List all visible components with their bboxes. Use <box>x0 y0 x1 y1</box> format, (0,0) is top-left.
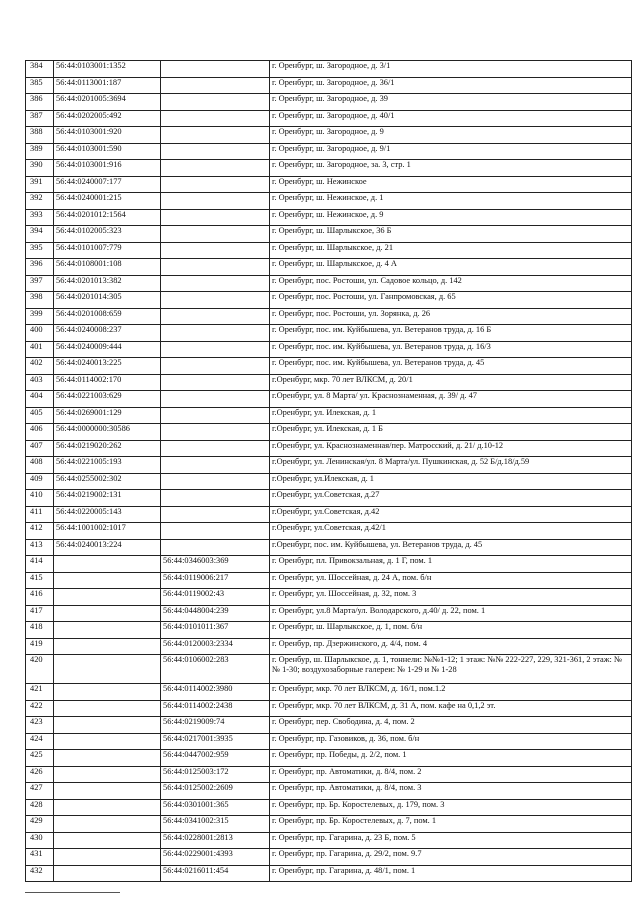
row-number-cell: 385 <box>26 77 54 94</box>
premises-cadastral-number-cell <box>161 424 270 441</box>
cadastral-number-cell: 56:44:0220005:143 <box>54 506 161 523</box>
cadastral-number-cell <box>54 572 161 589</box>
row-number-cell: 424 <box>26 733 54 750</box>
table-row <box>26 572 632 589</box>
table-row <box>26 655 632 684</box>
address-cell: г. Оренбург, пр. Газовиков, д. 36, пом. б/н <box>270 733 632 750</box>
address-cell: г. Оренбург, пр. Бр. Коростелевых, д. 7, пом. 1 <box>270 816 632 833</box>
table-row <box>26 193 632 210</box>
table-row <box>26 490 632 507</box>
cadastral-number-cell: 56:44:0202005:492 <box>54 110 161 127</box>
address-cell: г. Оренбург, пос. Ростоши, ул. Садовое кольцо, д. 142 <box>270 275 632 292</box>
address-cell: г. Оренбург, ш. Загородное, д. 3/1 <box>270 61 632 78</box>
cadastral-number-cell: 56:44:0114002:170 <box>54 374 161 391</box>
cadastral-number-cell <box>54 799 161 816</box>
premises-cadastral-number-cell <box>161 539 270 556</box>
premises-cadastral-number-cell <box>161 275 270 292</box>
address-cell: г. Оренбург, пр. Бр. Коростелевых, д. 179, пом. 3 <box>270 799 632 816</box>
table-row <box>26 457 632 474</box>
address-cell: г. Оренбург, ш. Нежинское <box>270 176 632 193</box>
premises-cadastral-number-cell: 56:44:0125003:172 <box>161 766 270 783</box>
address-cell: г.Оренбург, ул. Краснознаменная/пер. Матросский, д. 21/ д.10-12 <box>270 440 632 457</box>
premises-cadastral-number-cell <box>161 160 270 177</box>
table-row <box>26 622 632 639</box>
table-row <box>26 127 632 144</box>
address-cell: г. Оренбург, ш. Нежинское, д. 1 <box>270 193 632 210</box>
row-number-cell: 392 <box>26 193 54 210</box>
address-cell: г. Оренбург, пр. Гагарина, д. 29/2, пом. 9.7 <box>270 849 632 866</box>
row-number-cell: 403 <box>26 374 54 391</box>
premises-cadastral-number-cell: 56:44:0219009:74 <box>161 717 270 734</box>
row-number-cell: 390 <box>26 160 54 177</box>
row-number-cell: 404 <box>26 391 54 408</box>
premises-cadastral-number-cell: 56:44:0448004:239 <box>161 605 270 622</box>
row-number-cell: 431 <box>26 849 54 866</box>
table-row <box>26 77 632 94</box>
premises-cadastral-number-cell <box>161 127 270 144</box>
row-number-cell: 425 <box>26 750 54 767</box>
table-row <box>26 849 632 866</box>
premises-cadastral-number-cell <box>161 473 270 490</box>
cadastral-number-cell <box>54 589 161 606</box>
address-cell: г.Оренбург, ул. 8 Марта/ ул. Краснознаменная, д. 39/ д. 47 <box>270 391 632 408</box>
address-cell: г.Оренбург, мкр. 70 лет ВЛКСМ, д. 20/1 <box>270 374 632 391</box>
premises-cadastral-number-cell <box>161 292 270 309</box>
cadastral-number-cell <box>54 865 161 882</box>
row-number-cell: 395 <box>26 242 54 259</box>
row-number-cell: 421 <box>26 684 54 701</box>
premises-cadastral-number-cell: 56:44:0216011:454 <box>161 865 270 882</box>
cadastral-number-cell: 56:44:0201005:3694 <box>54 94 161 111</box>
row-number-cell: 399 <box>26 308 54 325</box>
table-row <box>26 226 632 243</box>
row-number-cell: 396 <box>26 259 54 276</box>
address-cell: г. Оренбург, пер. Свободина, д. 4, пом. 2 <box>270 717 632 734</box>
table-row <box>26 160 632 177</box>
cadastral-number-cell <box>54 556 161 573</box>
table-row <box>26 605 632 622</box>
row-number-cell: 400 <box>26 325 54 342</box>
row-number-cell: 430 <box>26 832 54 849</box>
premises-cadastral-number-cell <box>161 209 270 226</box>
cadastral-number-cell: 56:44:0219020:262 <box>54 440 161 457</box>
premises-cadastral-number-cell <box>161 308 270 325</box>
address-cell: г. Оренбур, ш. Шарлыкское, д. 1, тоннели: №№1-12; 1 этаж: №№ 222-227, 229, 321-361, 2 этаж: №№ 1-30; воздухозаборные галереи: № 1-29 и № 1-28 <box>270 655 632 684</box>
cadastral-number-cell: 56:44:0103001:1352 <box>54 61 161 78</box>
premises-cadastral-number-cell <box>161 259 270 276</box>
row-number-cell: 429 <box>26 816 54 833</box>
table-row <box>26 766 632 783</box>
cadastral-number-cell <box>54 700 161 717</box>
premises-cadastral-number-cell <box>161 77 270 94</box>
table-row <box>26 733 632 750</box>
premises-cadastral-number-cell <box>161 523 270 540</box>
address-cell: г. Оренбург, ш. Загородное, д. 36/1 <box>270 77 632 94</box>
cadastral-number-cell: 56:44:0221003:629 <box>54 391 161 408</box>
address-cell: г.Оренбург, ул.Советская, д.27 <box>270 490 632 507</box>
row-number-cell: 412 <box>26 523 54 540</box>
row-number-cell: 413 <box>26 539 54 556</box>
row-number-cell: 416 <box>26 589 54 606</box>
premises-cadastral-number-cell: 56:44:0114002:2438 <box>161 700 270 717</box>
row-number-cell: 418 <box>26 622 54 639</box>
cadastral-number-cell: 56:44:0240007:177 <box>54 176 161 193</box>
premises-cadastral-number-cell: 56:44:0228001:2813 <box>161 832 270 849</box>
premises-cadastral-number-cell <box>161 94 270 111</box>
cadastral-number-cell: 56:44:0101007:779 <box>54 242 161 259</box>
cadastral-number-cell <box>54 832 161 849</box>
row-number-cell: 411 <box>26 506 54 523</box>
table-row <box>26 539 632 556</box>
address-cell: г. Оренбург, ул.8 Марта/ул. Володарского, д.40/ д. 22, пом. 1 <box>270 605 632 622</box>
address-cell: г.Оренбург, ул.Советская, д.42 <box>270 506 632 523</box>
row-number-cell: 420 <box>26 655 54 684</box>
cadastral-number-cell: 56:44:0240009:444 <box>54 341 161 358</box>
table-row <box>26 523 632 540</box>
address-cell: г. Оренбург, ш. Нежинское, д. 9 <box>270 209 632 226</box>
row-number-cell: 422 <box>26 700 54 717</box>
address-cell: г.Оренбург, ул. Илекская, д. 1 Б <box>270 424 632 441</box>
premises-cadastral-number-cell <box>161 358 270 375</box>
address-cell: г. Оренбург, пос. им. Куйбышева, ул. Ветеранов труда, д. 45 <box>270 358 632 375</box>
table-row <box>26 209 632 226</box>
row-number-cell: 428 <box>26 799 54 816</box>
table-row <box>26 424 632 441</box>
cadastral-number-cell <box>54 816 161 833</box>
premises-cadastral-number-cell <box>161 440 270 457</box>
row-number-cell: 401 <box>26 341 54 358</box>
address-cell: г. Оренбург, ул. Шоссейная, д. 24 А, пом. б/н <box>270 572 632 589</box>
address-cell: г. Оренбург, пос. Ростоши, ул. Зорянка, д. 26 <box>270 308 632 325</box>
table-row <box>26 259 632 276</box>
premises-cadastral-number-cell <box>161 176 270 193</box>
premises-cadastral-number-cell <box>161 341 270 358</box>
row-number-cell: 410 <box>26 490 54 507</box>
table-row <box>26 799 632 816</box>
cadastral-number-cell: 56:44:0102005:323 <box>54 226 161 243</box>
row-number-cell: 388 <box>26 127 54 144</box>
premises-cadastral-number-cell <box>161 407 270 424</box>
row-number-cell: 432 <box>26 865 54 882</box>
table-row <box>26 374 632 391</box>
cadastral-number-cell: 56:44:0000000:30586 <box>54 424 161 441</box>
premises-cadastral-number-cell <box>161 110 270 127</box>
cadastral-number-cell: 56:44:0240008:237 <box>54 325 161 342</box>
premises-cadastral-number-cell <box>161 374 270 391</box>
cadastral-number-cell: 56:44:0219002:131 <box>54 490 161 507</box>
address-cell: г. Оренбург, ш. Загородное, д. 40/1 <box>270 110 632 127</box>
address-cell: г. Оренбург, пос. Ростоши, ул. Ганпромовская, д. 65 <box>270 292 632 309</box>
table-row <box>26 176 632 193</box>
row-number-cell: 393 <box>26 209 54 226</box>
address-cell: г. Оренбург, ш. Загородное, д. 9 <box>270 127 632 144</box>
address-cell: г. Оренбург, мкр. 70 лет ВЛКСМ, д. 16/1, пом.1.2 <box>270 684 632 701</box>
row-number-cell: 407 <box>26 440 54 457</box>
address-cell: г. Оренбург, пр. Гагарина, д. 23 Б, пом. 5 <box>270 832 632 849</box>
cadastral-number-cell: 56:44:0240013:225 <box>54 358 161 375</box>
premises-cadastral-number-cell <box>161 193 270 210</box>
table-row <box>26 358 632 375</box>
table-row <box>26 242 632 259</box>
address-cell: г.Оренбург, ул.Илекская, д. 1 <box>270 473 632 490</box>
table-row <box>26 506 632 523</box>
address-cell: г. Оренбург, ш. Загородное, за. 3, стр. 1 <box>270 160 632 177</box>
cadastral-number-cell <box>54 684 161 701</box>
row-number-cell: 406 <box>26 424 54 441</box>
table-row <box>26 275 632 292</box>
cadastral-number-cell: 56:44:0103001:920 <box>54 127 161 144</box>
row-number-cell: 397 <box>26 275 54 292</box>
address-cell: г. Оренбург, ш. Загородное, д. 39 <box>270 94 632 111</box>
premises-cadastral-number-cell <box>161 391 270 408</box>
table-row <box>26 325 632 342</box>
cadastral-number-cell: 56:44:0240013:224 <box>54 539 161 556</box>
cadastral-number-cell: 56:44:0255002:302 <box>54 473 161 490</box>
premises-cadastral-number-cell <box>161 61 270 78</box>
footnote-separator-line <box>25 892 120 893</box>
cadastral-number-cell <box>54 638 161 655</box>
table-row <box>26 308 632 325</box>
table-row <box>26 556 632 573</box>
row-number-cell: 408 <box>26 457 54 474</box>
premises-cadastral-number-cell: 56:44:0114002:3980 <box>161 684 270 701</box>
premises-cadastral-number-cell: 56:44:0346003:369 <box>161 556 270 573</box>
table-row <box>26 473 632 490</box>
table-row <box>26 292 632 309</box>
address-cell: г. Оренбург, ш. Шарлыкское, д. 21 <box>270 242 632 259</box>
table-row <box>26 341 632 358</box>
row-number-cell: 402 <box>26 358 54 375</box>
address-cell: г. Оренбург, пос. им. Куйбышева, ул. Ветеранов труда, д. 16 Б <box>270 325 632 342</box>
premises-cadastral-number-cell: 56:44:0119006:217 <box>161 572 270 589</box>
cadastral-number-cell: 56:44:0108001:108 <box>54 259 161 276</box>
address-cell: г. Оренбург, ш. Загородное, д. 9/1 <box>270 143 632 160</box>
row-number-cell: 409 <box>26 473 54 490</box>
premises-cadastral-number-cell <box>161 325 270 342</box>
row-number-cell: 394 <box>26 226 54 243</box>
cadastral-number-cell <box>54 783 161 800</box>
cadastral-number-cell <box>54 766 161 783</box>
row-number-cell: 426 <box>26 766 54 783</box>
cadastral-number-cell: 56:44:0201013:382 <box>54 275 161 292</box>
table-row <box>26 407 632 424</box>
table-row <box>26 783 632 800</box>
cadastral-number-cell <box>54 717 161 734</box>
address-cell: г. Оренбург, ш. Шарлыкское, 36 Б <box>270 226 632 243</box>
table-row <box>26 589 632 606</box>
premises-cadastral-number-cell: 56:44:0125002:2609 <box>161 783 270 800</box>
cadastral-number-cell: 56:44:0201014:305 <box>54 292 161 309</box>
cadastral-number-cell <box>54 849 161 866</box>
address-cell: г. Оренбург, ул. Шоссейная, д. 32, пом. 3 <box>270 589 632 606</box>
premises-cadastral-number-cell: 56:44:0447002:959 <box>161 750 270 767</box>
table-row <box>26 110 632 127</box>
premises-cadastral-number-cell: 56:44:0101011:367 <box>161 622 270 639</box>
row-number-cell: 417 <box>26 605 54 622</box>
table-row <box>26 61 632 78</box>
cadastral-number-cell: 56:44:0113001:187 <box>54 77 161 94</box>
cadastral-number-cell <box>54 605 161 622</box>
cadastral-number-cell: 56:44:1001002:1017 <box>54 523 161 540</box>
address-cell: г.Оренбург, ул. Ленинская/ул. 8 Марта/ул. Пушкинская, д. 52 Б/д.18/д.59 <box>270 457 632 474</box>
row-number-cell: 384 <box>26 61 54 78</box>
cadastral-number-cell <box>54 622 161 639</box>
table-row <box>26 391 632 408</box>
premises-cadastral-number-cell <box>161 226 270 243</box>
premises-cadastral-number-cell: 56:44:0301001:365 <box>161 799 270 816</box>
table-row <box>26 684 632 701</box>
address-cell: г. Оренбург, ш. Шарлыкское, д. 4 А <box>270 259 632 276</box>
cadastral-number-cell: 56:44:0240001:215 <box>54 193 161 210</box>
table-row <box>26 816 632 833</box>
address-cell: г. Оренбург, мкр. 70 лет ВЛКСМ, д. 31 А, пом. кафе на 0,1,2 эт. <box>270 700 632 717</box>
table-row <box>26 440 632 457</box>
address-cell: г. Оренбург, ш. Шарлыкское, д. 1, пом. б/н <box>270 622 632 639</box>
address-cell: г.Оренбург, ул.Советская, д.42/1 <box>270 523 632 540</box>
table-row <box>26 94 632 111</box>
row-number-cell: 405 <box>26 407 54 424</box>
table-row <box>26 832 632 849</box>
row-number-cell: 415 <box>26 572 54 589</box>
address-cell: г. Оренбург, пр. Победы, д. 2/2, пом. 1 <box>270 750 632 767</box>
table-row <box>26 638 632 655</box>
cadastral-number-cell: 56:44:0221005:193 <box>54 457 161 474</box>
cadastral-number-cell <box>54 750 161 767</box>
address-cell: г. Оренбург, пр. Автоматики, д. 8/4, пом. 3 <box>270 783 632 800</box>
cadastral-number-cell: 56:44:0103001:916 <box>54 160 161 177</box>
cadastral-number-cell: 56:44:0103001:590 <box>54 143 161 160</box>
property-register-table <box>25 60 632 882</box>
premises-cadastral-number-cell: 56:44:0217001:3935 <box>161 733 270 750</box>
premises-cadastral-number-cell <box>161 506 270 523</box>
cadastral-number-cell: 56:44:0201012:1564 <box>54 209 161 226</box>
premises-cadastral-number-cell <box>161 242 270 259</box>
row-number-cell: 414 <box>26 556 54 573</box>
table-row <box>26 143 632 160</box>
table-row <box>26 750 632 767</box>
premises-cadastral-number-cell: 56:44:0120003:2334 <box>161 638 270 655</box>
cadastral-number-cell <box>54 655 161 684</box>
premises-cadastral-number-cell <box>161 457 270 474</box>
premises-cadastral-number-cell: 56:44:0229001:4393 <box>161 849 270 866</box>
row-number-cell: 398 <box>26 292 54 309</box>
table-row <box>26 717 632 734</box>
cadastral-number-cell: 56:44:0201008:659 <box>54 308 161 325</box>
row-number-cell: 419 <box>26 638 54 655</box>
premises-cadastral-number-cell <box>161 490 270 507</box>
premises-cadastral-number-cell: 56:44:0106002:283 <box>161 655 270 684</box>
address-cell: г.Оренбург, ул. Илекская, д. 1 <box>270 407 632 424</box>
row-number-cell: 389 <box>26 143 54 160</box>
address-cell: г. Оренбург, пос. им. Куйбышева, ул. Ветеранов труда, д. 16/3 <box>270 341 632 358</box>
address-cell: г. Оренбур, пр. Дзержинского, д. 4/4, пом. 4 <box>270 638 632 655</box>
address-cell: г. Оренбург, пл. Привокзальная, д. 1 Г, пом. 1 <box>270 556 632 573</box>
address-cell: г.Оренбург, пос. им. Куйбышева, ул. Ветеранов труда, д. 45 <box>270 539 632 556</box>
address-cell: г. Оренбург, пр. Гагарина, д. 48/1, пом. 1 <box>270 865 632 882</box>
address-cell: г. Оренбург, пр. Автоматики, д. 8/4, пом. 2 <box>270 766 632 783</box>
premises-cadastral-number-cell: 56:44:0119002:43 <box>161 589 270 606</box>
row-number-cell: 427 <box>26 783 54 800</box>
table-row <box>26 865 632 882</box>
row-number-cell: 387 <box>26 110 54 127</box>
table-row <box>26 700 632 717</box>
row-number-cell: 423 <box>26 717 54 734</box>
premises-cadastral-number-cell: 56:44:0341002:315 <box>161 816 270 833</box>
row-number-cell: 386 <box>26 94 54 111</box>
cadastral-number-cell: 56:44:0269001:129 <box>54 407 161 424</box>
cadastral-number-cell <box>54 733 161 750</box>
register-table-body <box>26 61 632 882</box>
row-number-cell: 391 <box>26 176 54 193</box>
premises-cadastral-number-cell <box>161 143 270 160</box>
